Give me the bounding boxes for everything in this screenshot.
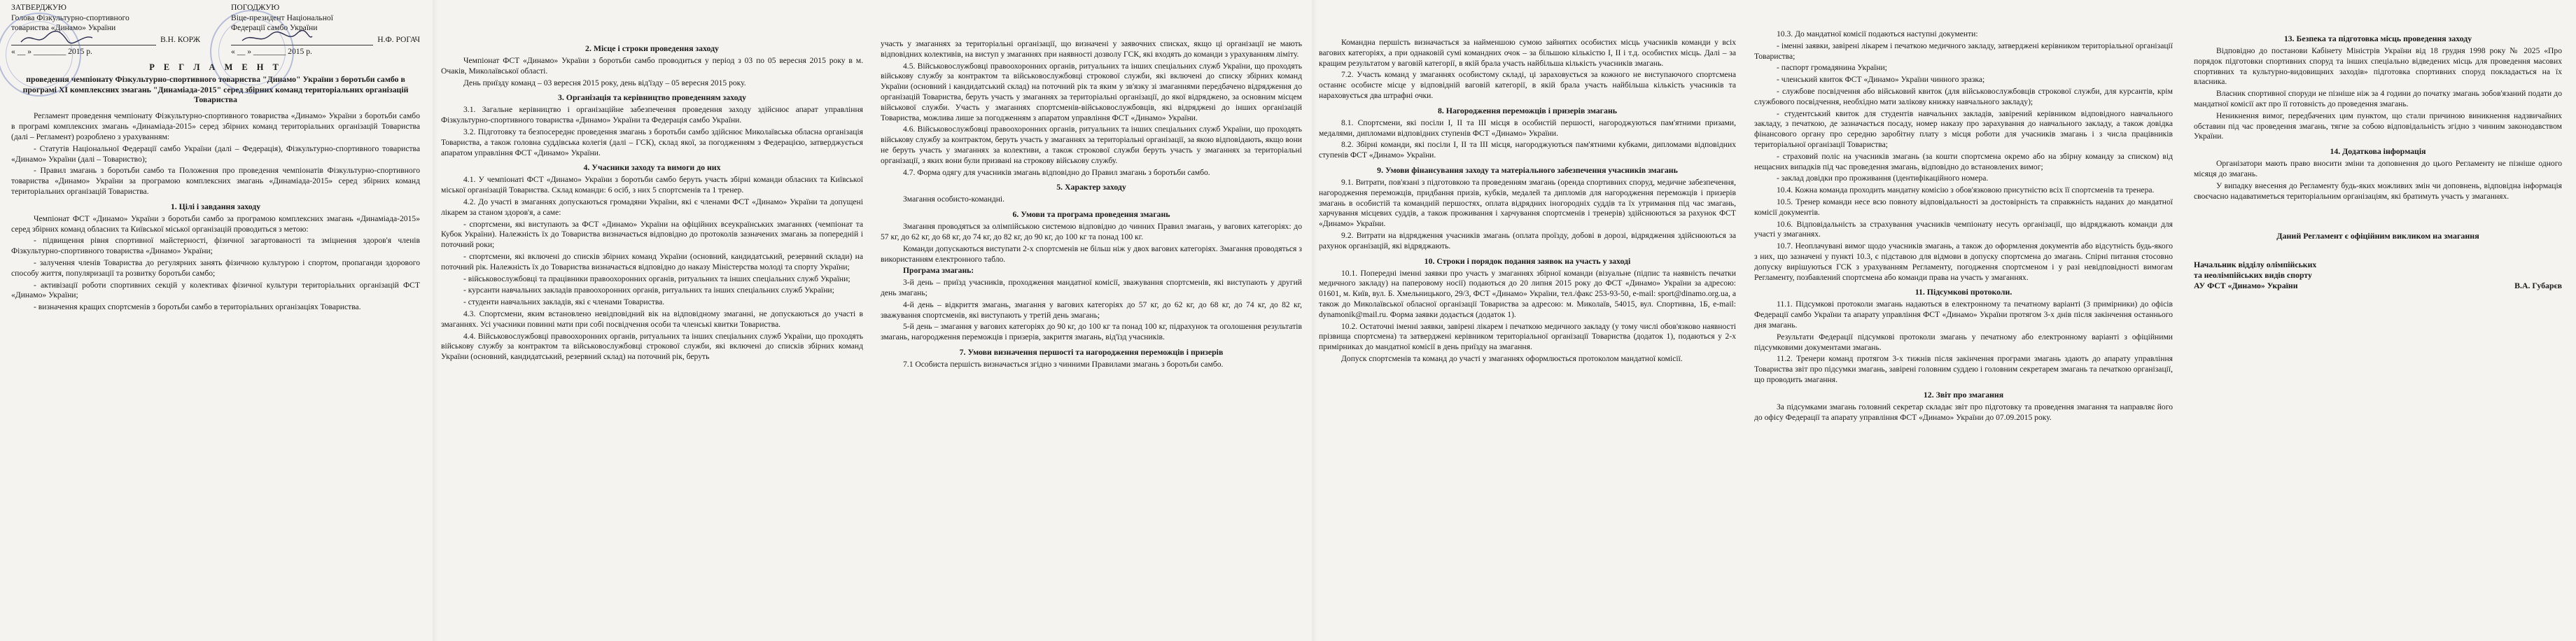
column-5	[1746, 0, 2180, 641]
list-item: - спортсмени, які виступають за ФСТ «Динамо» України на офіційних всеукраїнських змаганнях (чемпіонат та Кубок України). Належність їх до Товариства визначається відповідно до протоколів зазначених змагань за попередній і поточний роки;	[441, 219, 863, 250]
paragraph: 10.1. Попередні іменні заявки про участь у змаганнях збірної команди (візуальне (підпис та наявність печатки медичного закладу) на паперовому носії) подаються до 20 липня 2015 року до ФСТ «Динамо» України за адресою: 01601, м. Київ, вул. Б. Хмельницького, 29/3, ФСТ «Динамо» України, тел./факс 253-93-50, e-mail: sport@dinamo.org.ua, а також до Миколаївської обласної організації Товариства за адресою: м. Миколаїв, 54015, вул. Спортивна, 1Б, e-mail: dynamonik@mail.ru. Форма заявки додається (додаток 1).	[1319, 268, 1736, 319]
section-heading-6: 6. Умови та програма проведення змагань	[1012, 209, 1170, 220]
section-heading-10: 10. Строки і порядок подання заявок на участь у заході	[1424, 255, 1631, 266]
program-label: Програма змагань:	[903, 266, 974, 276]
approver-title-left-1: Голова Фізкультурно-спортивного	[11, 13, 130, 22]
list-item: - членський квиток ФСТ «Динамо» України чинного зразка;	[1777, 75, 1985, 85]
list-item: - визначення кращих спортсменів з боротьби самбо в територіальних організаціях Товариства.	[34, 302, 361, 312]
paragraph: Власник спортивної споруди не пізніше ніж за 4 години до початку змагань зобов'язаний подати до мандатної комісії акт про її готовність до проведення змагань.	[2194, 89, 2562, 108]
paragraph: Командна першість визначається за найменшою сумою зайнятих особистих місць учасників команди у всіх вагових категоріях, а при однаковій сумі командних очок – за більшою кількістю I, II і т.д. особистих місць. Далі – за кращим результатом у ваговій категорії, в якій брала участь найбільша кількість учасників змагань.	[1319, 38, 1736, 68]
program-day: 3-й день – приїзд учасників, проходження мандатної комісії, зважування спортсменів, які виступають у другий день змагань;	[881, 278, 1302, 297]
intro-paragraph: Регламент проведення чемпіонату Фізкультурно-спортивного товариства «Динамо» України з боротьби самбо в програмі комплексних змагань «Динаміада-2015» серед збірних команд територіальних організацій Товариства (далі – Регламент) розроблено з урахуванням:	[11, 111, 420, 141]
paragraph: Організатори мають право вносити зміни та доповнення до цього Регламенту не пізніше одного місяця до змагань.	[2194, 159, 2562, 178]
signer-name: В.А. Губарєв	[2514, 281, 2562, 291]
paragraph: Чемпіонат ФСТ «Динамо» України з боротьби самбо проводиться у період з 03 по 05 вересня 2015 року в м. Очаків, Миколаївської області.	[441, 56, 863, 76]
paragraph: Чемпіонат ФСТ «Динамо» України з боротьби самбо за програмою комплексних змагань «Динаміада-2015» серед збірних команд обласних та Київської міської організацій проводиться з метою:	[11, 213, 420, 234]
paragraph: 4.6. Військовослужбовці правоохоронних органів, ритуальних та інших спеціальних служб України, що проходять військову службу за контрактом, беруть участь у змаганнях за територіальні організації, за якою відповідають, якщо вони не беруть участь у змаганнях за колективи, а також строкової служби беруть участь у змаганнях за територіальні організації, з яких вони були призвані на строкову військову службу.	[881, 125, 1302, 165]
signature-block	[2194, 260, 2562, 291]
approve-label-right: ПОГОДЖУЮ	[231, 3, 280, 12]
list-item: - залучення членів Товариства до регулярних занять фізичною культурою і спортом, пропаганди здорового способу життя, популяризації та розвитку боротьби самбо;	[11, 258, 420, 278]
list-item: - підвищення рівня спортивної майстерності, фізичної загартованості та зміцнення здоров'я членів Фізкультурно-спортивного товариства «Динамо» України;	[11, 236, 420, 256]
column-2	[433, 0, 870, 641]
list-item: - спортсмени, які включені до списків збірних команд України (основний, кандидатський, резервний склади) на поточний рік. Належність їх до Товариства визначається відповідно до наказу Міністерства молоді та спорту України;	[441, 251, 863, 272]
paragraph: У випадку внесення до Регламенту будь-яких можливих змін чи доповнень, відповідна інформація своєчасно надаватиметься територіальним організаціям, які братимуть участь у змаганнях.	[2194, 181, 2562, 201]
section-heading-3: 3. Організація та керівництво проведенням заходу	[557, 92, 747, 103]
signer-title-1: Начальник відділу олімпійських	[2194, 260, 2317, 270]
list-item: - страховий поліс на учасників змагань (за кошти спортсмена окремо або на збірну команду за списком) від нещасних випадків під час проведення змагань, відповідно до встановлених вимог;	[1754, 151, 2173, 171]
column-3	[874, 0, 1309, 641]
paragraph: 4.2. До участі в змаганнях допускаються громадяни України, які є членами ФСТ «Динамо» України та допущені лікарем за станом здоров'я, а саме:	[441, 197, 863, 217]
paragraph: 7.1 Особиста першість визначається згідно з чинними Правилами змагань з боротьби самбо.	[903, 359, 1224, 369]
paragraph: День приїзду команд – 03 вересня 2015 року, день від'їзду – 05 вересня 2015 року.	[463, 78, 746, 87]
paragraph: 4.4. Військовослужбовці правоохоронних органів, ритуальних та інших спеціальних служб України, що проходять військову службу за контрактом та військовослужбовці строкової служби, які включені до списків збірних команд України (основний, кандидатський, резервний склад) на поточний рік, беруть	[441, 331, 863, 362]
section-heading-5: 5. Характер заходу	[1056, 182, 1126, 192]
approver-title-left-2: товариства «Динамо» України	[11, 23, 116, 33]
section-heading-11: 11. Підсумкові протоколи.	[1914, 287, 2012, 297]
paragraph: 3.2. Підготовку та безпосереднє проведення змагань з боротьби самбо здійснює Миколаївська обласна організація Товариства, а також головна суддівська колегія (далі – ГСК), склад якої, за погодженням з Федерацією, затверджується апаратом управління ФСТ «Динамо» України.	[441, 127, 863, 157]
paragraph: 10.6. Відповідальність за страхування учасників чемпіонату несуть організації, що відряджають команди для участі у змаганнях.	[1754, 219, 2173, 239]
paragraph: 4.1. У чемпіонаті ФСТ «Динамо» України з боротьби самбо беруть участь збірні команди обласних та Київської міської організацій Товариства. Склад команди: 6 осіб, з них 5 спортсменів та 1 тренер.	[441, 175, 863, 195]
paragraph: 10.5. Тренер команди несе всю повноту відповідальності за достовірність та справжність наданих до мандатної комісії документів.	[1754, 197, 2173, 217]
official-stamp-right	[210, 10, 294, 94]
closing-statement: Даний Регламент є офіційним викликом на змагання	[2276, 231, 2479, 241]
column-1	[0, 0, 428, 641]
column-6	[2184, 0, 2576, 641]
paragraph: Змагання особисто-командні.	[903, 195, 1005, 204]
intro-item: - Правил змагань з боротьби самбо та Положення про проведення чемпіонатів Фізкультурно-спортивного товариства «Динамо» України за програмою комплексних змагань «Динаміада-2015» серед збірних команд територіальних організацій Товариства.	[11, 166, 420, 196]
paragraph: Допуск спортсменів та команд до участі у змаганнях оформлюється протоколом мандатної комісії.	[1341, 353, 1683, 363]
paragraph: 10.7. Неоплачувані вимог щодо учасників змагань, а також до оформлення документів або відсутність будь-якого з них, що зазначені у пункті 10.3, є підставою для відмови в допуску спортсмена до змагань. Спірні питання стосовно допуску вирішуються ГСК з урахуванням Регламенту, погодження спортсменом і у разі невідповідності вимогам Регламенту, позбавлений спортсмена або команди права на участь у змаганнях.	[1754, 241, 2173, 282]
signer-org: АУ ФСТ «Динамо» України	[2194, 281, 2298, 291]
paragraph: 10.3. До мандатної комісії подаються наступні документи:	[1777, 29, 1978, 38]
list-item: - активізації роботи спортивних секцій у колективах фізичної культури територіальних організацій ФСТ «Динамо» України;	[11, 280, 420, 300]
program-day: 5-й день – змагання у вагових категоріях до 90 кг, до 100 кг та понад 100 кг, підрахунок та оголошення результатів змагань, нагородження переможців і призерів, закриття змагань, від'їзд учасників.	[881, 322, 1302, 342]
intro-item: - Статутів Національної Федерації самбо України (далі – Федерація), Фізкультурно-спортивного товариства «Динамо» України (далі – Товариство);	[11, 143, 420, 164]
list-item: - службове посвідчення або військовий квиток (для військовослужбовців строкової служби, для курсантів, крім службового посвідчення, необхідно мати залікову книжку навчального закладу);	[1754, 86, 2173, 106]
section-heading-8: 8. Нагородження переможців і призерів змагань	[1438, 105, 1617, 115]
paragraph: 7.2. Участь команд у змаганнях особистому складі, ці зараховується за кожного не виступаючого спортсмена останнє особисте місце у відповідній ваговій категорії, в якій брала участь найбільша кількість учасників та нараховується два штрафні очки.	[1319, 70, 1736, 100]
paragraph: 9.1. Витрати, пов'язані з підготовкою та проведенням змагань (оренда спортивних споруд, медичне забезпечення, нагородження переможців, придбання призів, кубків, медалей та дипломів для нагородження переможців і призерів змагань в особистій та командній першостях, оплата відрядних іногородніх суддів та їх утримання під час змагань, харчування місцевих суддів, а також проживання і харчування спортсменів і тренерів) здійснюються за рахунок ФСТ «Динамо» України.	[1319, 177, 1736, 229]
page-fold-shadow	[433, 0, 438, 641]
document-title: Р Е Г Л А М Е Н Т	[149, 62, 282, 73]
approver-title-right-1: Віце-президент Національної	[231, 13, 333, 22]
paragraph: участь у змаганнях за територіальні організації, що визначені у заявочних списках, якщо ці організації не мають відповідних колективів, на виступ у змаганнях при наявності дозволу ГСК, які входять до команди з урахуванням ліміту.	[881, 39, 1302, 59]
section-heading-9: 9. Умови фінансування заходу та матеріального забезпечення учасників змагань	[1377, 164, 1678, 175]
document-subtitle: проведення чемпіонату Фізкультурно-спортивного товариства "Динамо" України з боротьби самбо в програмі XI комплексних змагань "Динаміада-2015" серед збірних команд територіальних організацій Товариства	[22, 74, 409, 104]
paragraph: 4.7. Форма одягу для учасників змагань відповідно до Правил змагань з боротьби самбо.	[903, 167, 1210, 177]
paragraph: Результати Федерації підсумкові протоколи змагань у печатному або електронному варіанті з офіційними підсумковими документами змагань.	[1754, 332, 2173, 352]
section-heading-4: 4. Учасники заходу та вимоги до них	[583, 162, 721, 173]
paragraph: Команди допускаються виступати 2-х спортсменів не більш ніж у двох вагових категоріях. Змагання проводяться з використанням електронного табло.	[881, 244, 1302, 264]
list-item: - іменні заявки, завірені лікарем і печаткою медичного закладу, затверджені керівником територіальної організації Товариства;	[1754, 41, 2173, 61]
paragraph: 11.2. Тренери команд протягом 3-х тижнів після закінчення програми змагань здають до апарату управління Товариства звіт про підсумки змагань, завірені головним суддею і головним секретарем змагань та печаткою організації, що проводить змагання.	[1754, 354, 2173, 384]
list-item: - студенти навчальних закладів, які є членами Товариства.	[463, 297, 665, 307]
paragraph: 10.4. Кожна команда проходить мандатну комісію з обов'язковою присутністю всіх її спортсменів та тренера.	[1777, 185, 2155, 195]
column-4	[1312, 0, 1743, 641]
section-heading-7: 7. Умови визначення першості та нагородження переможців і призерів	[959, 346, 1224, 357]
list-item: - студентський квиток для студентів навчальних закладів, завірений керівником відповідного навчального закладу, з печаткою, де зазначається посаду, номер наказу про зарахування до навчального закладу, а також довідка фінансового органу про середню заробітну плату з місця роботи для учасників змагань і з числа працівників територіальної організації Товариства;	[1754, 108, 2173, 149]
paragraph: 4.5. Військовослужбовці правоохоронних органів, ритуальних та інших спеціальних служб України, що проходять військову службу за контрактом та військовослужбовці строкової служби, які включені до списку збірних команд України (основний і кандидатський склад) на поточний рік та яким у зв'язку зі змаганнями передбачено відрядження до організацій Товариства, беруть участь у змаганнях за територіальні організації, до якої відряджено, за основним місцем військової служби. Участь у змаганнях спортсменів-військовослужбовців, які відряджені до інших організацій Товариства, можлива лише за погодженням з апаратом управління ФСТ «Динамо» України.	[881, 61, 1302, 122]
paragraph: Змагання проводяться за олімпійською системою відповідно до чинних Правил змагань, у вагових категоріях: до 57 кг, до 62 кг, до 68 кг, до 74 кг, до 82 кг, до 90 кг, до 100 кг та понад 100 кг.	[881, 222, 1302, 241]
approver-name-left: В.Н. КОРЖ	[160, 35, 200, 45]
section-heading-1: 1. Цілі і завдання заходу	[170, 201, 261, 211]
section-heading-13: 13. Безпека та підготовка місць проведення заходу	[2283, 34, 2472, 43]
approver-title-right-2: Федерації самбо України	[231, 23, 318, 33]
list-item: - паспорт громадянина України;	[1777, 63, 1887, 73]
program-day: 4-й день – відкриття змагань, змагання у вагових категоріях до 57 кг, до 62 кг, до 68 кг, до 74 кг, до 82 кг, зважування спортсменів, які виступають у третій день змагань;	[881, 300, 1302, 320]
approval-date-left: « __ » ________ 2015 р.	[11, 46, 92, 56]
approval-date-right: « __ » ________ 2015 р.	[231, 46, 312, 56]
signer-title-2: та неолімпійських видів спорту	[2194, 270, 2312, 281]
paragraph: 3.1. Загальне керівництво і організаційне забезпечення проведення заходу здійснює апарат управління Фізкультурно-спортивного товариства «Динамо» України та Федерація самбо України.	[441, 105, 863, 125]
official-stamp-left	[0, 13, 81, 97]
paragraph: 9.2. Витрати на відрядження учасників змагань (оплата проїзду, добові в дорозі, відрядження здійснюються за рахунок організацій, які відряджають.	[1319, 230, 1736, 251]
list-item: - військовослужбовці та працівники правоохоронних органів, ритуальних та інших спеціальних служб України;	[463, 274, 850, 283]
page-fold-shadow	[1312, 0, 1317, 641]
paragraph: 4.3. Спортсмени, яким встановлено невідповідний вік на відповідному змаганні, не допускаються до участі в змаганнях. Усі учасники повинні мати при собі посвідчення особи та членські квитки Товариства.	[441, 309, 863, 329]
list-item: - заклад довідки про проживання (ідентифікаційного номера.	[1777, 174, 1989, 183]
list-item: - курсанти навчальних закладів правоохоронних органів, ритуальних та інших спеціальних служб України;	[463, 286, 834, 295]
paragraph: 8.2. Збірні команди, які посіли I, II та III місця, нагороджуються пам'ятними кубками, дипломами відповідних ступенів ФСТ «Динамо» України.	[1319, 140, 1736, 160]
paragraph: 11.1. Підсумкові протоколи змагань надаються в електронному та печатному варіанті (3 примірники) до офісів Федерації самбо України та апарату управління ФСТ «Динамо» України протягом 3-х днів після закінчення останнього дня змагань.	[1754, 300, 2173, 330]
section-heading-2: 2. Місце і строки проведення заходу	[585, 43, 719, 53]
paragraph: Неникнення вимог, передбачених цим пунктом, що стали причиною виникнення надзвичайних обставин під час проведення змагань, тягне за собою відповідальність згідно з чинним законодавством України.	[2194, 111, 2562, 141]
section-heading-14: 14. Додаткова інформація	[2330, 146, 2426, 157]
paragraph: Відповідно до постанови Кабінету Міністрів України від 18 грудня 1998 року № 2025 «Про порядок підготовки спортивних споруд та інших спеціально відведених місць для проведення масових спортивних та культурно-видовищних заходів» підготовка спортивних споруд покладається на їх власника.	[2194, 46, 2562, 87]
paragraph: 8.1. Спортсмени, які посіли I, II та III місця в особистій першості, нагороджуються пам'ятними призами, медалями, дипломами відповідних ступенів ФСТ «Динамо» України.	[1319, 118, 1736, 138]
section-heading-12: 12. Звіт про змагання	[1923, 389, 2004, 400]
paragraph: За підсумками змагань головний секретар складає звіт про підготовку та проведення змагання та направляє його до офісу Федерації та апарату управління ФСТ «Динамо» України до 07.09.2015 року.	[1754, 402, 2173, 422]
approver-name-right: Н.Ф. РОГАЧ	[377, 35, 420, 45]
approve-label-left: ЗАТВЕРДЖУЮ	[11, 3, 66, 12]
paragraph: 10.2. Остаточні іменні заявки, завірені лікарем і печаткою медичного закладу (у тому числі обов'язково наявності прізвища спортсмена) та затверджені керівником територіальної організації Товариства (додаток 1), подаються у 2-х примірниках до мандатної комісії в день приїзду на змагання.	[1319, 321, 1736, 352]
